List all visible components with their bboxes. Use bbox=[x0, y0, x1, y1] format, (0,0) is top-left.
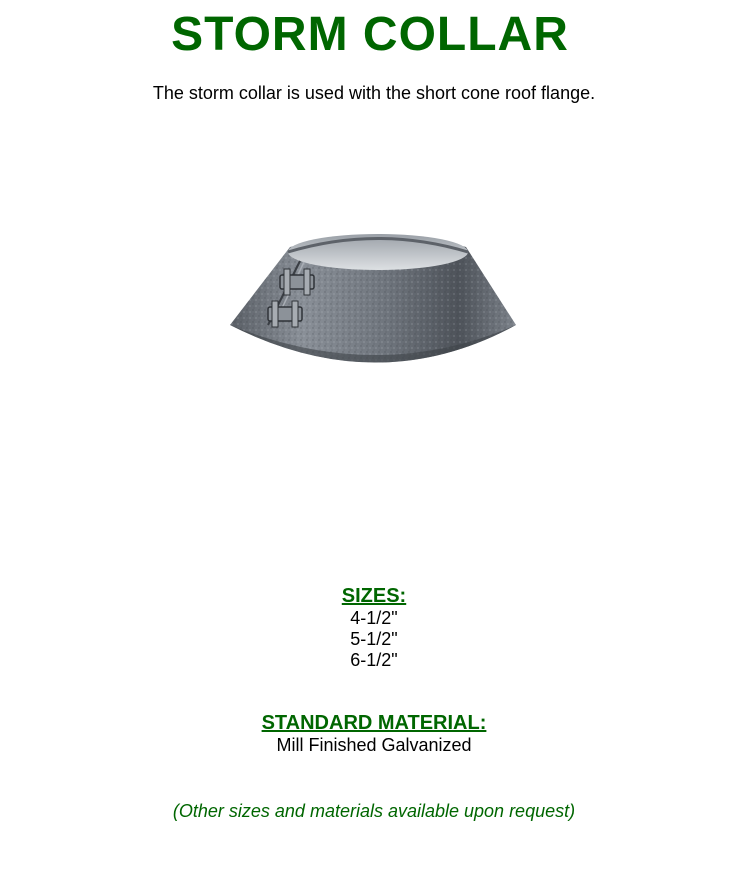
material-heading: STANDARD MATERIAL: bbox=[261, 712, 487, 734]
intro-text: The storm collar is used with the short cone roof flange. bbox=[152, 83, 596, 103]
material-value: Mill Finished Galvanized bbox=[276, 735, 472, 755]
sizes-heading: SIZES: bbox=[341, 585, 407, 607]
size-item: 5-1/2" bbox=[350, 629, 398, 649]
size-item: 4-1/2" bbox=[350, 608, 398, 628]
availability-note: (Other sizes and materials available upon request) bbox=[172, 801, 576, 821]
sizes-section bbox=[0, 584, 740, 671]
page-title: STORM COLLAR bbox=[171, 8, 569, 61]
storm-collar-image bbox=[228, 225, 518, 380]
material-section bbox=[0, 711, 740, 756]
size-item: 6-1/2" bbox=[350, 650, 398, 670]
